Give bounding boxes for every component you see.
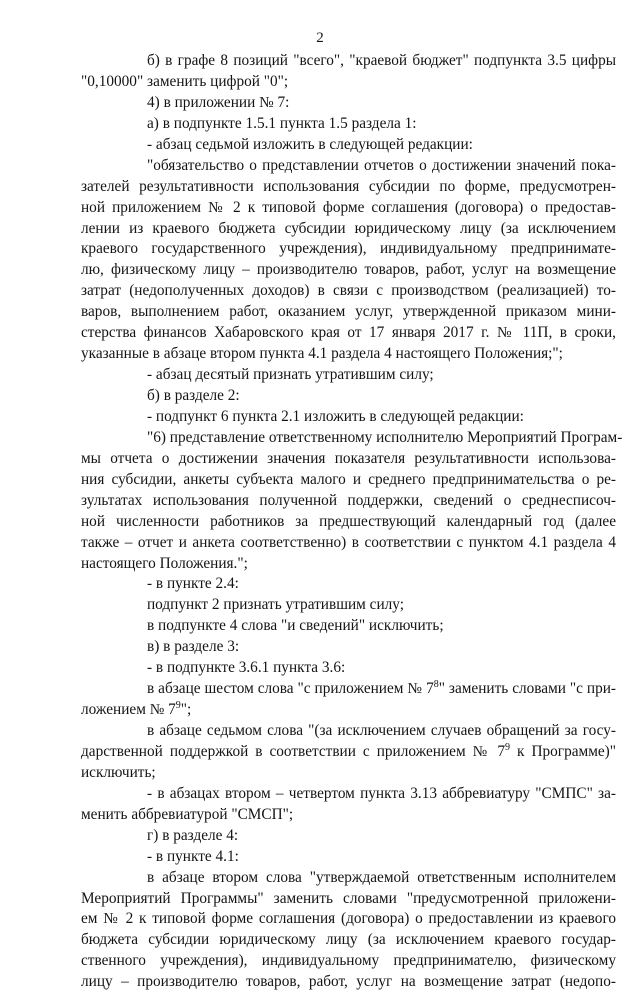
text-line [81,260,616,281]
text-line [81,847,616,868]
line-text: - в пункте 4.1: [147,847,239,865]
text-line [81,742,616,763]
line-text: ложением № 7 [81,701,176,719]
text-line [81,491,616,512]
text-line [81,679,616,700]
line-text: также – отчет и анкета соответственно) в соответствии с пунктом 4.1 раздела 4 [81,533,616,551]
line-text: стерства финансов Хабаровского края от 17 января 2017 г. № 11П, в сроки, [81,324,616,342]
text-line [81,135,616,156]
line-text: лю, физическому лицу – производителю товаров, работ, услуг на возмещение [81,261,616,279]
line-text: ной численности работников за предшествующий календарный год (далее [81,512,616,530]
line-text: г) в разделе 4: [147,826,239,844]
line-text-tail: к Программе)" [510,742,616,760]
line-text: бюджета субсидии юридическому лицу (за исключением краевого государ- [81,931,616,949]
line-text: менить аббревиатурой "СМСП"; [81,805,294,823]
line-text: зультатах использования полученной поддержки, сведений о среднесписоч- [81,491,616,509]
text-line [81,72,616,93]
line-text: в) в разделе 3: [147,638,240,656]
line-text: лении из краевого бюджета субсидии юридическому лицу (за исключением [81,219,616,237]
line-text: б) в графе 8 позиций "всего", "краевой бюджет" подпункта 3.5 цифры [147,52,616,69]
line-text: зателей результативности использования субсидии по форме, предусмотрен- [81,177,616,195]
text-line [81,574,616,595]
line-text: - в абзацах втором – четвертом пункта 3.13 аббревиатуру "СМПС" за- [147,784,616,802]
line-text: краевого государственного учреждения), индивидуальному предпринимате- [81,240,616,258]
text-line [81,365,616,386]
line-text: ния субсидии, анкеты субъекта малого и среднего предпринимательства о ре- [81,470,616,488]
line-text: исключить; [81,763,156,781]
text-line [81,533,616,554]
text-line [81,93,616,114]
line-text: подпункт 2 признать утратившим силу; [147,596,404,614]
superscript: 9 [505,741,511,753]
line-text: в абзаце втором слова "утверждаемой ответственным исполнителем [147,868,616,886]
line-text: "обязательство о представлении отчетов о достижении значений пока- [147,156,616,174]
line-text: затрат (недополученных доходов) в связи с производством (реализацией) то- [81,282,616,300]
text-line [81,177,616,198]
text-line [81,972,616,993]
text-line [81,826,616,847]
text-line [81,700,616,721]
text-line [81,428,623,449]
text-line [81,512,616,533]
line-text: в подпункте 4 слова "и сведений" исключить; [147,617,444,635]
text-line [81,219,616,240]
text-line [81,658,616,679]
text-line [81,554,616,575]
text-line [81,114,616,135]
text-line [81,616,616,637]
text-line [81,323,616,344]
line-text-tail: " заменить словами "с при- [438,680,616,698]
line-text: - абзац седьмой изложить в следующей редакции: [147,135,473,153]
text-line [81,951,616,972]
document-body [81,51,623,993]
line-text: - подпункт 6 пункта 2.1 изложить в следующей редакции: [147,407,524,425]
line-text: мы отчета о достижении значения показателя результативности использова- [81,449,616,467]
text-line [81,930,616,951]
superscript: 9 [175,700,181,712]
page-number: 2 [316,30,324,46]
line-text: в абзаце седьмом слова "(за исключением случаев обращений за госу- [147,722,616,739]
text-line [81,868,616,889]
text-line [81,470,616,491]
line-text: - абзац десятый признать утратившим силу; [147,366,434,384]
text-line [81,889,616,910]
superscript: 8 [433,679,439,691]
text-line [81,344,616,365]
line-text-tail: "; [180,701,192,719]
text-line [81,407,616,428]
text-line [81,386,616,407]
line-text: варов, выполнением работ, оказанием услуг, утвержденной приказом мини- [81,303,616,321]
line-text: б) в разделе 2: [147,387,240,404]
line-text: ной приложением № 2 к типовой форме соглашения (договора) о предостав- [81,198,616,216]
text-line [81,198,616,219]
line-text: 4) в приложении № 7: [147,93,290,111]
line-text: дарственной поддержкой в соответствии с приложением № 7 [81,742,506,760]
text-line [81,763,616,784]
text-line [81,51,616,72]
text-line [81,156,616,177]
text-line [81,805,616,826]
text-line [81,595,616,616]
line-text: лицу – производителю товаров, работ, услуг на возмещение затрат (недопо- [81,973,616,991]
line-text: Мероприятий Программы" заменить словами "предусмотренной приложени- [81,889,616,907]
line-text: "0,10000" заменить цифрой "0"; [81,72,289,90]
text-line [81,909,616,930]
text-line [81,449,616,470]
text-line [81,239,616,260]
line-text: настоящего Положения."; [81,554,248,572]
line-text: указанные в абзаце втором пункта 4.1 раздела 4 настоящего Положения;"; [81,345,563,363]
line-text: - в подпункте 3.6.1 пункта 3.6: [147,659,346,677]
line-text: "6) представление ответственному исполнителю Мероприятий Програм- [147,428,623,446]
line-text: в абзаце шестом слова "с приложением № 7 [147,680,434,698]
text-line [81,784,616,805]
line-text: - в пункте 2.4: [147,575,239,593]
line-text: ственного учреждения), индивидуальному предпринимателю, физическому [81,952,616,970]
line-text: а) в подпункте 1.5.1 пункта 1.5 раздела 1: [147,114,417,132]
line-text: ем № 2 к типовой форме соглашения (договора) о предоставлении из краевого [81,910,616,928]
text-line [81,721,616,742]
text-line [81,281,616,302]
text-line [81,302,616,323]
text-line [81,637,616,658]
